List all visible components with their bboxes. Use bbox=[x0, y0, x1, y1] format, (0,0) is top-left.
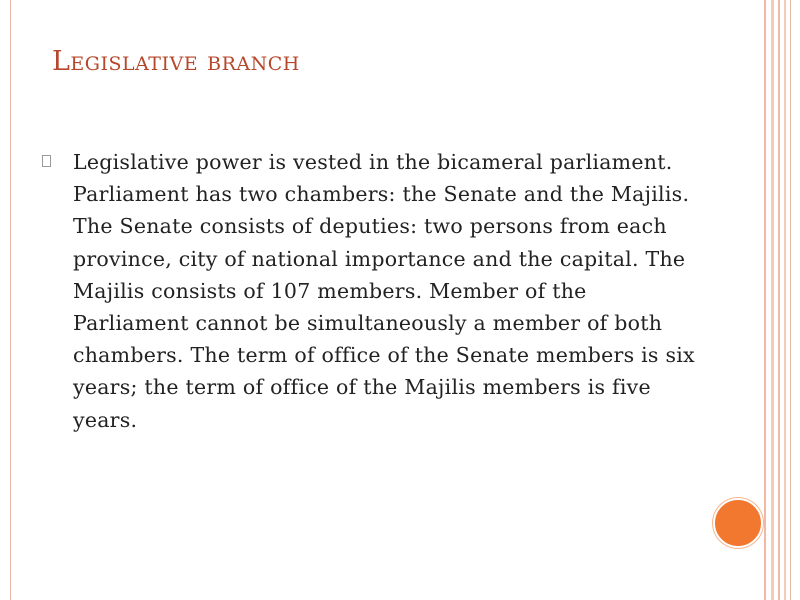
bullet-text: Legislative power is vested in the bicameral parliament. Parliament has two chambers: the Senate and the Majilis. The Senate consists of deputies: two persons from each province, city of national importance and the capital. The Majilis consists of 107 members. Member of the Parliament cannot be simultaneously a member of both chambers. The term of office of the Senate members is six years; the term of office of the Majilis members is five years. bbox=[73, 150, 695, 432]
decorative-stripe bbox=[784, 0, 786, 600]
decorative-stripe bbox=[764, 0, 766, 600]
decorative-stripe bbox=[771, 0, 774, 600]
decorative-stripe bbox=[778, 0, 780, 600]
orange-circle-icon bbox=[713, 498, 763, 548]
slide-title: Legislative branch bbox=[52, 46, 300, 77]
square-bullet-icon bbox=[42, 155, 51, 167]
